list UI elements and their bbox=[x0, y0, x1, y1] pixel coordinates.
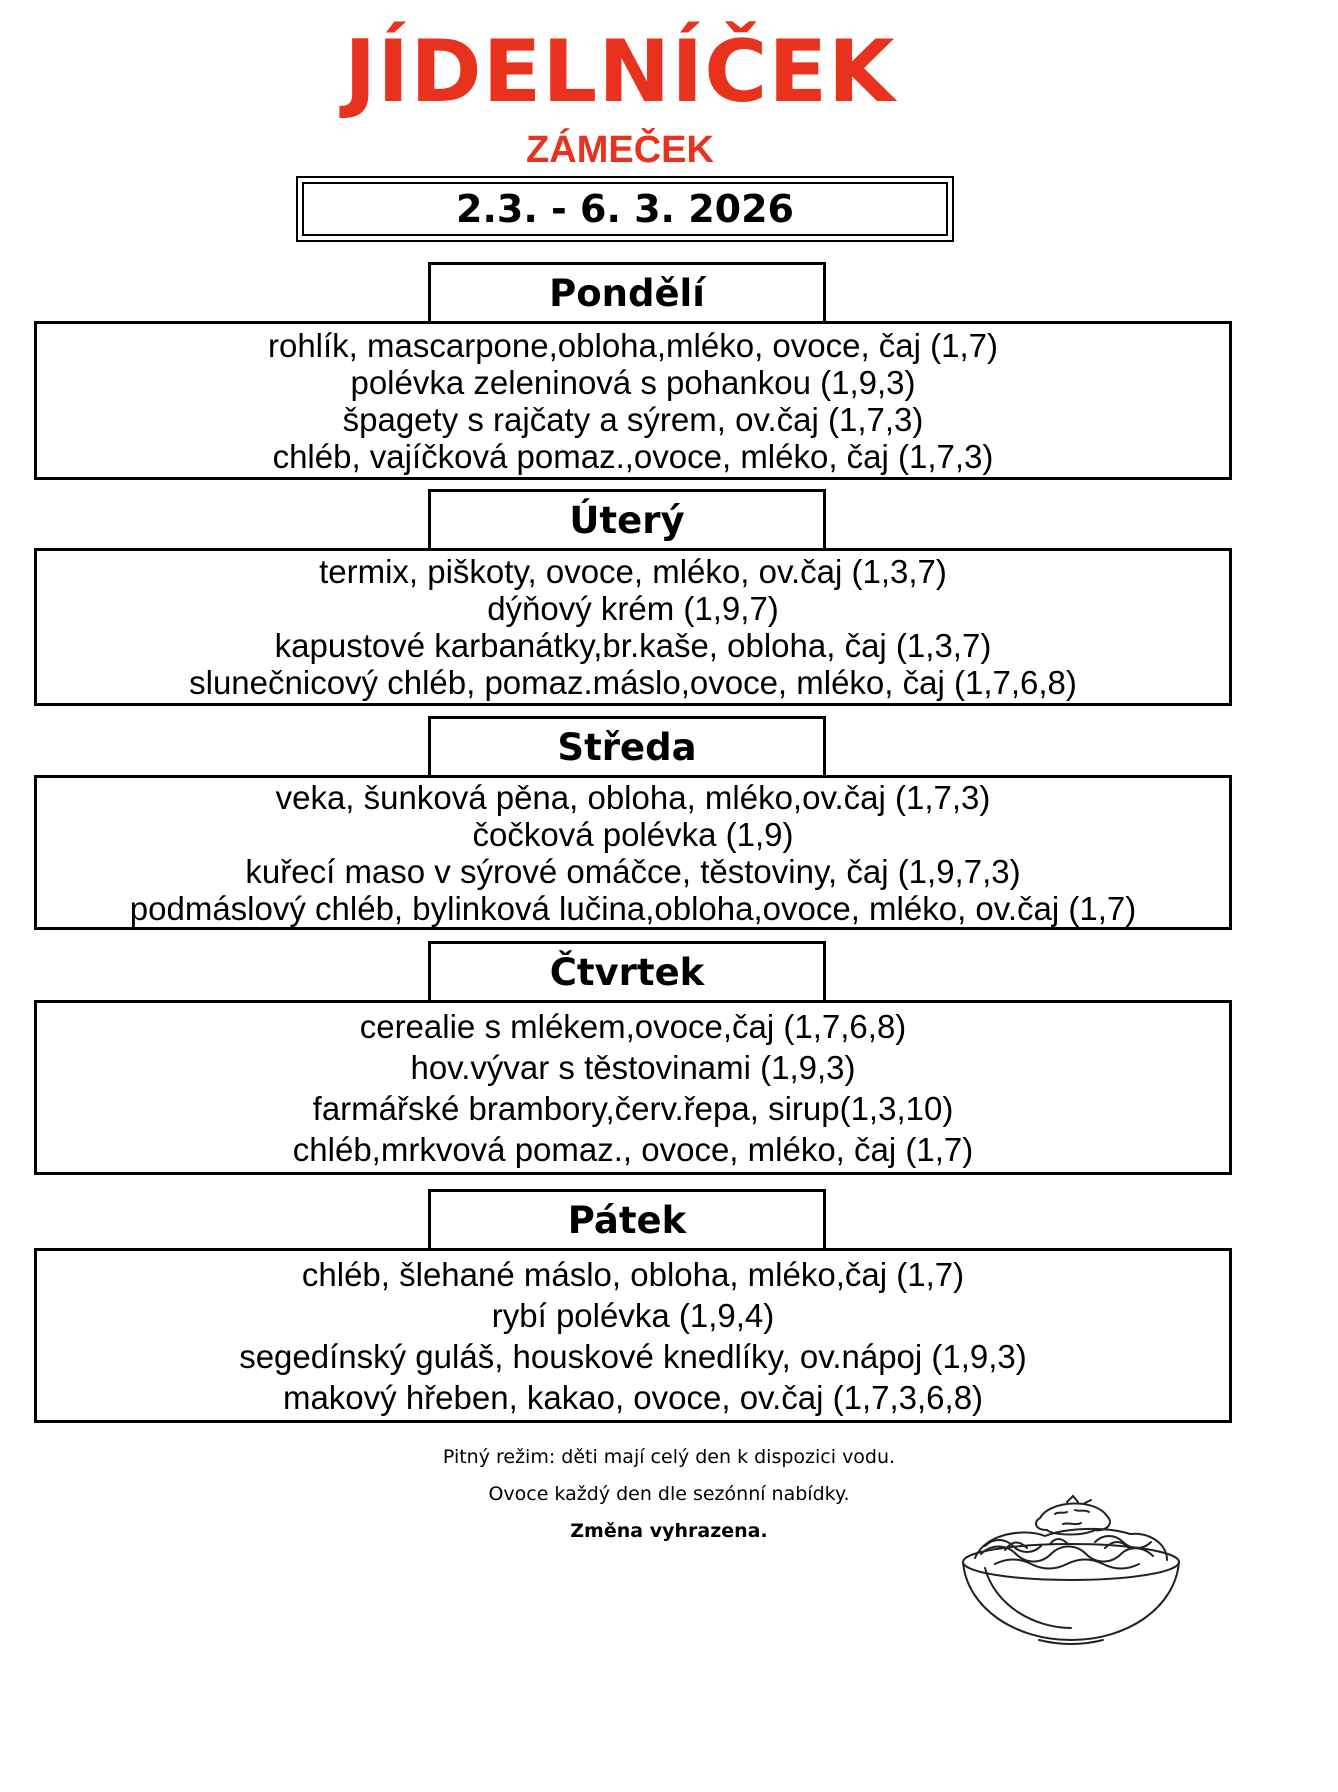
meal-lunch: špagety s rajčaty a sýrem, ov.čaj (1,7,3) bbox=[342, 400, 924, 438]
day-menu-monday bbox=[34, 321, 1232, 480]
date-range-box bbox=[296, 176, 954, 242]
meal-soup: dýňový krém (1,9,7) bbox=[487, 590, 779, 627]
spaghetti-bowl-icon bbox=[955, 1488, 1185, 1648]
meal-snack: podmáslový chléb, bylinková lučina,obloha,ovoce, mléko, ov.čaj (1,7) bbox=[129, 889, 1137, 927]
meal-lunch: segedínský guláš, houskové knedlíky, ov.nápoj (1,9,3) bbox=[239, 1337, 1027, 1375]
meal-snack: chléb,mrkvová pomaz., ovoce, mléko, čaj (1,7) bbox=[292, 1130, 974, 1168]
day-header-thursday: Čtvrtek bbox=[428, 941, 826, 1001]
meal-soup: čočková polévka (1,9) bbox=[472, 815, 794, 853]
day-menu-tuesday bbox=[34, 548, 1232, 706]
page-subtitle: ZÁMEČEK bbox=[526, 129, 714, 171]
page-title: JÍDELNÍČEK bbox=[344, 22, 896, 122]
day-menu-friday bbox=[34, 1248, 1232, 1423]
note-fruit: Ovoce každý den dle sezónní nabídky. bbox=[488, 1483, 850, 1505]
note-drinking: Pitný režim: děti mají celý den k dispozici vodu. bbox=[442, 1446, 896, 1468]
meal-breakfast: termix, piškoty, ovoce, mléko, ov.čaj (1,3,7) bbox=[319, 553, 947, 590]
meal-snack: slunečnicový chléb, pomaz.máslo,ovoce, mléko, čaj (1,7,6,8) bbox=[189, 664, 1077, 701]
day-header-monday: Pondělí bbox=[428, 262, 826, 322]
day-header-friday: Pátek bbox=[428, 1189, 826, 1249]
meal-breakfast: rohlík, mascarpone,obloha,mléko, ovoce, čaj (1,7) bbox=[267, 326, 999, 364]
meal-breakfast: chléb, šlehané máslo, obloha, mléko,čaj (1,7) bbox=[301, 1255, 965, 1293]
day-menu-thursday bbox=[34, 1000, 1232, 1175]
meal-breakfast: cerealie s mlékem,ovoce,čaj (1,7,6,8) bbox=[359, 1007, 907, 1045]
day-header-wednesday: Středa bbox=[428, 716, 826, 776]
meal-breakfast: veka, šunková pěna, obloha, mléko,ov.čaj (1,7,3) bbox=[275, 778, 991, 816]
meal-soup: polévka zeleninová s pohankou (1,9,3) bbox=[350, 363, 916, 401]
meal-soup: rybí polévka (1,9,4) bbox=[491, 1296, 775, 1334]
date-range: 2.3. - 6. 3. 2026 bbox=[302, 182, 948, 236]
note-change: Změna vyhrazena. bbox=[570, 1520, 768, 1542]
meal-snack: chléb, vajíčková pomaz.,ovoce, mléko, čaj (1,7,3) bbox=[272, 437, 994, 475]
meal-snack: makový hřeben, kakao, ovoce, ov.čaj (1,7,3,6,8) bbox=[282, 1378, 984, 1416]
day-header-tuesday: Úterý bbox=[428, 489, 826, 549]
meal-lunch: kapustové karbanátky,br.kaše, obloha, čaj (1,3,7) bbox=[274, 627, 992, 664]
meal-soup: hov.vývar s těstovinami (1,9,3) bbox=[410, 1048, 856, 1086]
day-menu-wednesday bbox=[34, 775, 1232, 930]
meal-lunch: farmářské brambory,červ.řepa, sirup(1,3,10) bbox=[312, 1089, 954, 1127]
meal-lunch: kuřecí maso v sýrové omáčce, těstoviny, čaj (1,9,7,3) bbox=[245, 852, 1021, 890]
